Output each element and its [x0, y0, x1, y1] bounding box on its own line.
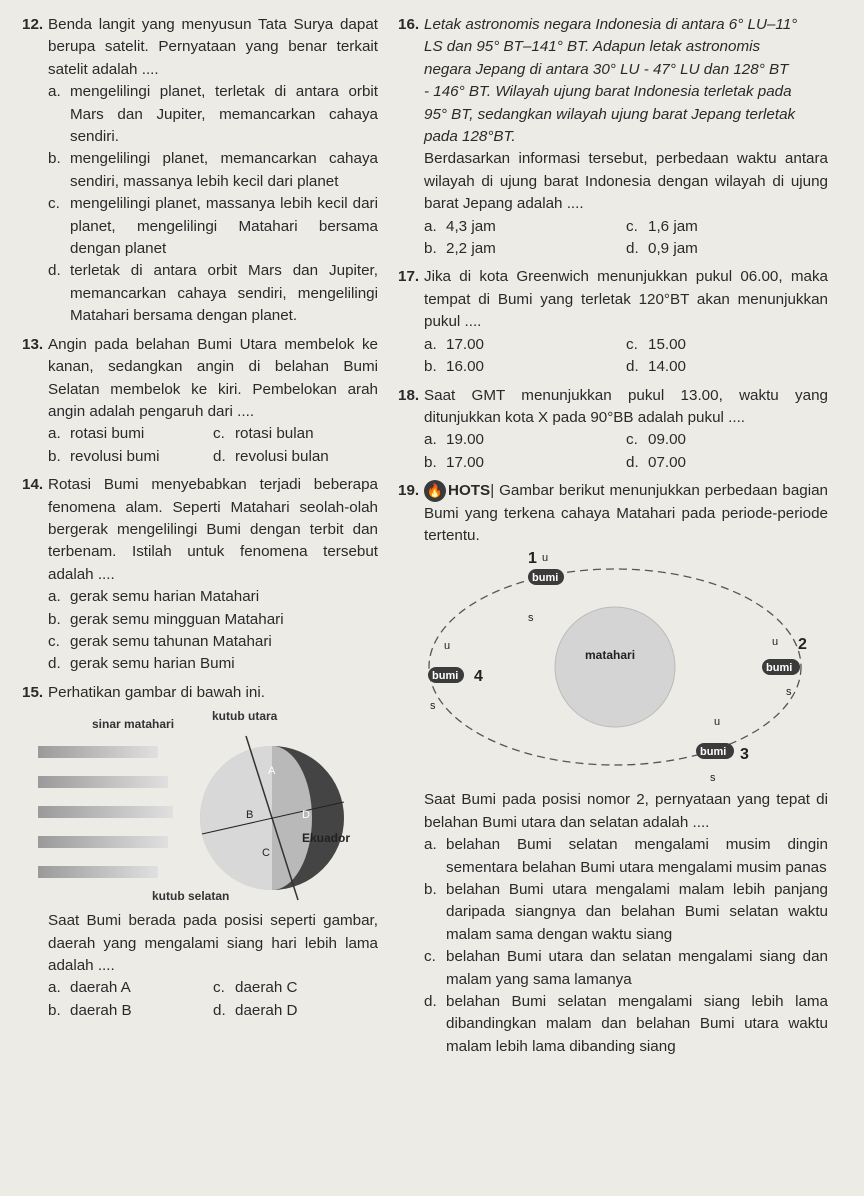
question-info [424, 14, 828, 148]
earth-label: bumi [432, 670, 459, 683]
south-label: s [528, 612, 534, 625]
option-key: c. [424, 948, 436, 966]
question-number: 12. [22, 16, 44, 33]
option-text: 2,2 jam [446, 240, 496, 258]
option-key: a. [424, 335, 437, 353]
position-number: 3 [740, 746, 749, 764]
option-key: b. [424, 880, 437, 898]
earth-label: bumi [766, 662, 793, 675]
option-text: terletak di antara orbit Mars dan Jupiter, memancarkan cahaya sendiri, mengelilingi Matahari bersama dengan planet. [70, 262, 378, 325]
option-c[interactable] [48, 193, 378, 260]
option-key: c. [213, 425, 225, 443]
info-line: - 146° BT. Wilayah ujung barat Indonesia terletak pada [424, 83, 792, 101]
option-key: b. [424, 453, 437, 471]
option-key: a. [424, 431, 437, 449]
question-stem-wrap [424, 480, 828, 547]
option-b[interactable] [424, 238, 626, 260]
question-number: 18. [398, 386, 420, 404]
option-a[interactable] [48, 81, 378, 148]
option-a[interactable] [48, 586, 378, 608]
question-followup: Saat Bumi berada pada posisi seperti gambar, daerah yang mengalami siang hari lebih lama adalah .... [48, 912, 378, 974]
option-text: 1,6 jam [648, 217, 698, 235]
option-text: 4,3 jam [446, 217, 496, 235]
info-line: pada 128°BT. [424, 128, 516, 146]
option-text: revolusi bumi [70, 447, 160, 465]
flame-icon: 🔥 [424, 480, 446, 502]
option-d[interactable] [48, 653, 378, 675]
option-b[interactable] [48, 609, 378, 631]
option-a[interactable] [424, 216, 626, 238]
option-key: d. [48, 262, 61, 280]
option-key: d. [48, 655, 61, 673]
option-c[interactable] [213, 977, 378, 999]
option-text: rotasi bumi [70, 425, 145, 443]
earth-tilt-figure [32, 706, 372, 906]
option-b[interactable] [48, 446, 213, 468]
hots-badge: HOTS [448, 482, 491, 500]
question-14 [22, 474, 378, 676]
south-pole-label: kutub selatan [152, 889, 230, 904]
option-d[interactable] [626, 452, 828, 474]
option-text: daerah D [235, 1001, 298, 1019]
option-c[interactable] [48, 631, 378, 653]
question-13 [22, 334, 378, 468]
option-d[interactable] [424, 991, 828, 1058]
option-key: b. [48, 610, 61, 628]
option-b[interactable] [424, 879, 828, 946]
question-number: 15. [22, 683, 44, 701]
option-a[interactable] [424, 334, 626, 356]
option-b[interactable] [48, 1000, 213, 1022]
question-number: 14. [22, 476, 44, 494]
option-text: belahan Bumi selatan mengalami siang lebih lama dibandingkan malam dan belahan Bumi utara waktu malam lebih lama dibanding siang [446, 993, 828, 1055]
earth-label: bumi [532, 572, 559, 585]
question-stem: Angin pada belahan Bumi Utara membelok ke kanan, sedangkan angin di belahan Bumi Selatan membelok ke kiri. Pembelokan arah angin adalah pengaruh dari .... [48, 335, 378, 420]
option-key: d. [213, 447, 226, 465]
north-label: u [444, 640, 451, 653]
question-stem: Rotasi Bumi menyebabkan terjadi beberapa fenomena alam. Seperti Matahari seolah-olah bergerak mengelilingi Bumi dengan terbit dan terbenam. Istilah untuk fenomena tersebut adalah .... [48, 476, 378, 583]
question-number: 17. [398, 268, 420, 286]
question-number: 16. [398, 16, 420, 33]
info-line: LS dan 95° BT–141° BT. Adapun letak astronomis [424, 38, 761, 56]
option-d[interactable] [213, 1000, 378, 1022]
option-key: b. [424, 358, 437, 376]
question-stem: Benda langit yang menyusun Tata Surya dapat berupa satelit. Pernyataan yang benar terkait satelit adalah .... [48, 16, 378, 78]
option-text: belahan Bumi utara dan selatan mengalami siang dan malam yang sama lamanya [446, 948, 828, 988]
question-number: 13. [22, 335, 44, 353]
option-a[interactable] [48, 423, 213, 445]
position-number: 4 [474, 668, 483, 686]
option-c[interactable] [213, 423, 378, 445]
north-label: u [772, 636, 779, 649]
option-key: c. [626, 217, 638, 235]
info-line: 95° BT, sedangkan wilayah ujung barat Jepang terletak [424, 105, 796, 123]
option-text: gerak semu harian Matahari [70, 588, 260, 606]
option-key: a. [424, 836, 437, 854]
earth-position-3 [696, 716, 749, 784]
option-text: mengelilingi planet, massanya lebih kecil dari planet, mengelilingi Matahari bersama dengan planet [70, 195, 378, 258]
earth-position-1 [528, 550, 564, 624]
earth-globe [200, 736, 344, 900]
sunlight-label: sinar matahari [92, 717, 175, 732]
option-a[interactable] [424, 834, 828, 879]
option-text: belahan Bumi selatan mengalami musim dingin sementara belahan Bumi utara mengalami musim panas [446, 836, 828, 876]
option-b[interactable] [424, 356, 626, 378]
option-key: d. [626, 240, 639, 258]
question-number: 19. [398, 482, 420, 500]
option-text: daerah C [235, 979, 298, 997]
option-key: c. [48, 632, 60, 650]
question-stem: Saat GMT menunjukkan pukul 13.00, waktu yang ditunjukkan kota X pada 90°BB adalah pukul .... [424, 386, 828, 426]
position-number: 1 [528, 550, 537, 568]
option-text: gerak semu tahunan Matahari [70, 632, 272, 650]
question-12 [22, 14, 378, 328]
option-text: daerah B [70, 1001, 132, 1019]
info-line: Letak astronomis negara Indonesia di antara 6° LU–11° [424, 16, 798, 33]
option-text: 07.00 [648, 453, 687, 471]
north-pole-label: kutub utara [212, 709, 278, 724]
option-d[interactable] [213, 446, 378, 468]
option-key: a. [48, 83, 61, 101]
option-c[interactable] [626, 216, 828, 238]
option-b[interactable] [424, 452, 626, 474]
north-label: u [714, 716, 721, 729]
question-stem: Perhatikan gambar di bawah ini. [48, 683, 265, 701]
sun-disk [555, 607, 675, 727]
region-a-label: A [268, 765, 276, 778]
option-c[interactable] [626, 429, 828, 451]
earth-label: bumi [700, 746, 727, 759]
earth-position-4 [428, 640, 483, 712]
south-label: s [710, 772, 716, 785]
option-text: mengelilingi planet, terletak di antara orbit Mars dan Jupiter, memancarkan cahaya sendiri. [70, 83, 378, 146]
option-text: 19.00 [446, 431, 485, 449]
right-column [398, 14, 828, 1064]
option-key: b. [48, 447, 61, 465]
option-key: a. [48, 425, 61, 443]
region-c-label: C [262, 847, 270, 860]
option-d[interactable] [626, 238, 828, 260]
north-label: u [542, 552, 549, 565]
option-text: 0,9 jam [648, 240, 698, 258]
region-b-label: B [246, 809, 254, 822]
option-text: 15.00 [648, 335, 687, 353]
question-stem: | Gambar berikut menunjukkan perbedaan bagian Bumi yang terkena cahaya Matahari pada periode-periode tertentu. [424, 482, 828, 544]
south-label: s [430, 700, 436, 713]
option-key: c. [48, 195, 60, 213]
option-key: d. [424, 993, 437, 1011]
option-text: gerak semu mingguan Matahari [70, 610, 284, 628]
question-19 [398, 480, 828, 1058]
equator-label: Ekuador [302, 831, 351, 846]
info-line: negara Jepang di antara 30° LU - 47° LU dan 128° BT [424, 60, 789, 78]
option-key: a. [48, 979, 61, 997]
option-a[interactable] [424, 429, 626, 451]
option-key: d. [626, 358, 639, 376]
option-text: 14.00 [648, 358, 687, 376]
sun-rays [38, 746, 173, 878]
option-key: a. [424, 217, 437, 235]
option-key: c. [213, 979, 225, 997]
option-key: b. [48, 1001, 61, 1019]
option-key: d. [213, 1001, 226, 1019]
option-text: 17.00 [446, 453, 485, 471]
option-text: daerah A [70, 979, 131, 997]
option-text: mengelilingi planet, memancarkan cahaya sendiri, massanya lebih kecil dari planet [70, 150, 378, 190]
question-stem: Jika di kota Greenwich menunjukkan pukul 06.00, maka tempat di Bumi yang terletak 120°BT akan menunjukkan pukul .... [424, 268, 828, 331]
option-text: rotasi bulan [235, 425, 314, 443]
question-15 [22, 682, 378, 1022]
earth-position-2 [762, 636, 807, 698]
option-c[interactable] [626, 334, 828, 356]
orbit-figure [410, 549, 820, 787]
option-b[interactable] [48, 148, 378, 193]
sun-label: matahari [585, 648, 636, 663]
option-key: c. [626, 431, 638, 449]
option-key: d. [626, 453, 639, 471]
question-16 [398, 14, 828, 260]
option-text: 09.00 [648, 431, 687, 449]
option-key: b. [424, 240, 437, 258]
option-key: c. [626, 335, 638, 353]
option-key: b. [48, 150, 61, 168]
option-text: 16.00 [446, 358, 485, 376]
south-label: s [786, 686, 792, 699]
option-d[interactable] [626, 356, 828, 378]
option-text: revolusi bulan [235, 447, 329, 465]
option-text: belahan Bumi utara mengalami malam lebih panjang daripada siangnya dan belahan Bumi selatan waktu malam sama dengan waktu siang [446, 880, 828, 943]
left-column [22, 14, 378, 1028]
question-stem: Berdasarkan informasi tersebut, perbedaan waktu antara wilayah di ujung barat Indonesia dengan wilayah di ujung barat Jepang adalah .... [424, 150, 828, 213]
option-c[interactable] [424, 946, 828, 991]
question-17 [398, 266, 828, 378]
option-d[interactable] [48, 260, 378, 327]
position-number: 2 [798, 636, 807, 654]
question-18 [398, 385, 828, 475]
option-text: 17.00 [446, 335, 485, 353]
option-a[interactable] [48, 977, 213, 999]
question-followup: Saat Bumi pada posisi nomor 2, pernyataan yang tepat di belahan Bumi utara dan selatan adalah .... [424, 791, 828, 831]
option-text: gerak semu harian Bumi [70, 655, 235, 673]
region-d-label: D [302, 809, 310, 822]
option-key: a. [48, 588, 61, 606]
